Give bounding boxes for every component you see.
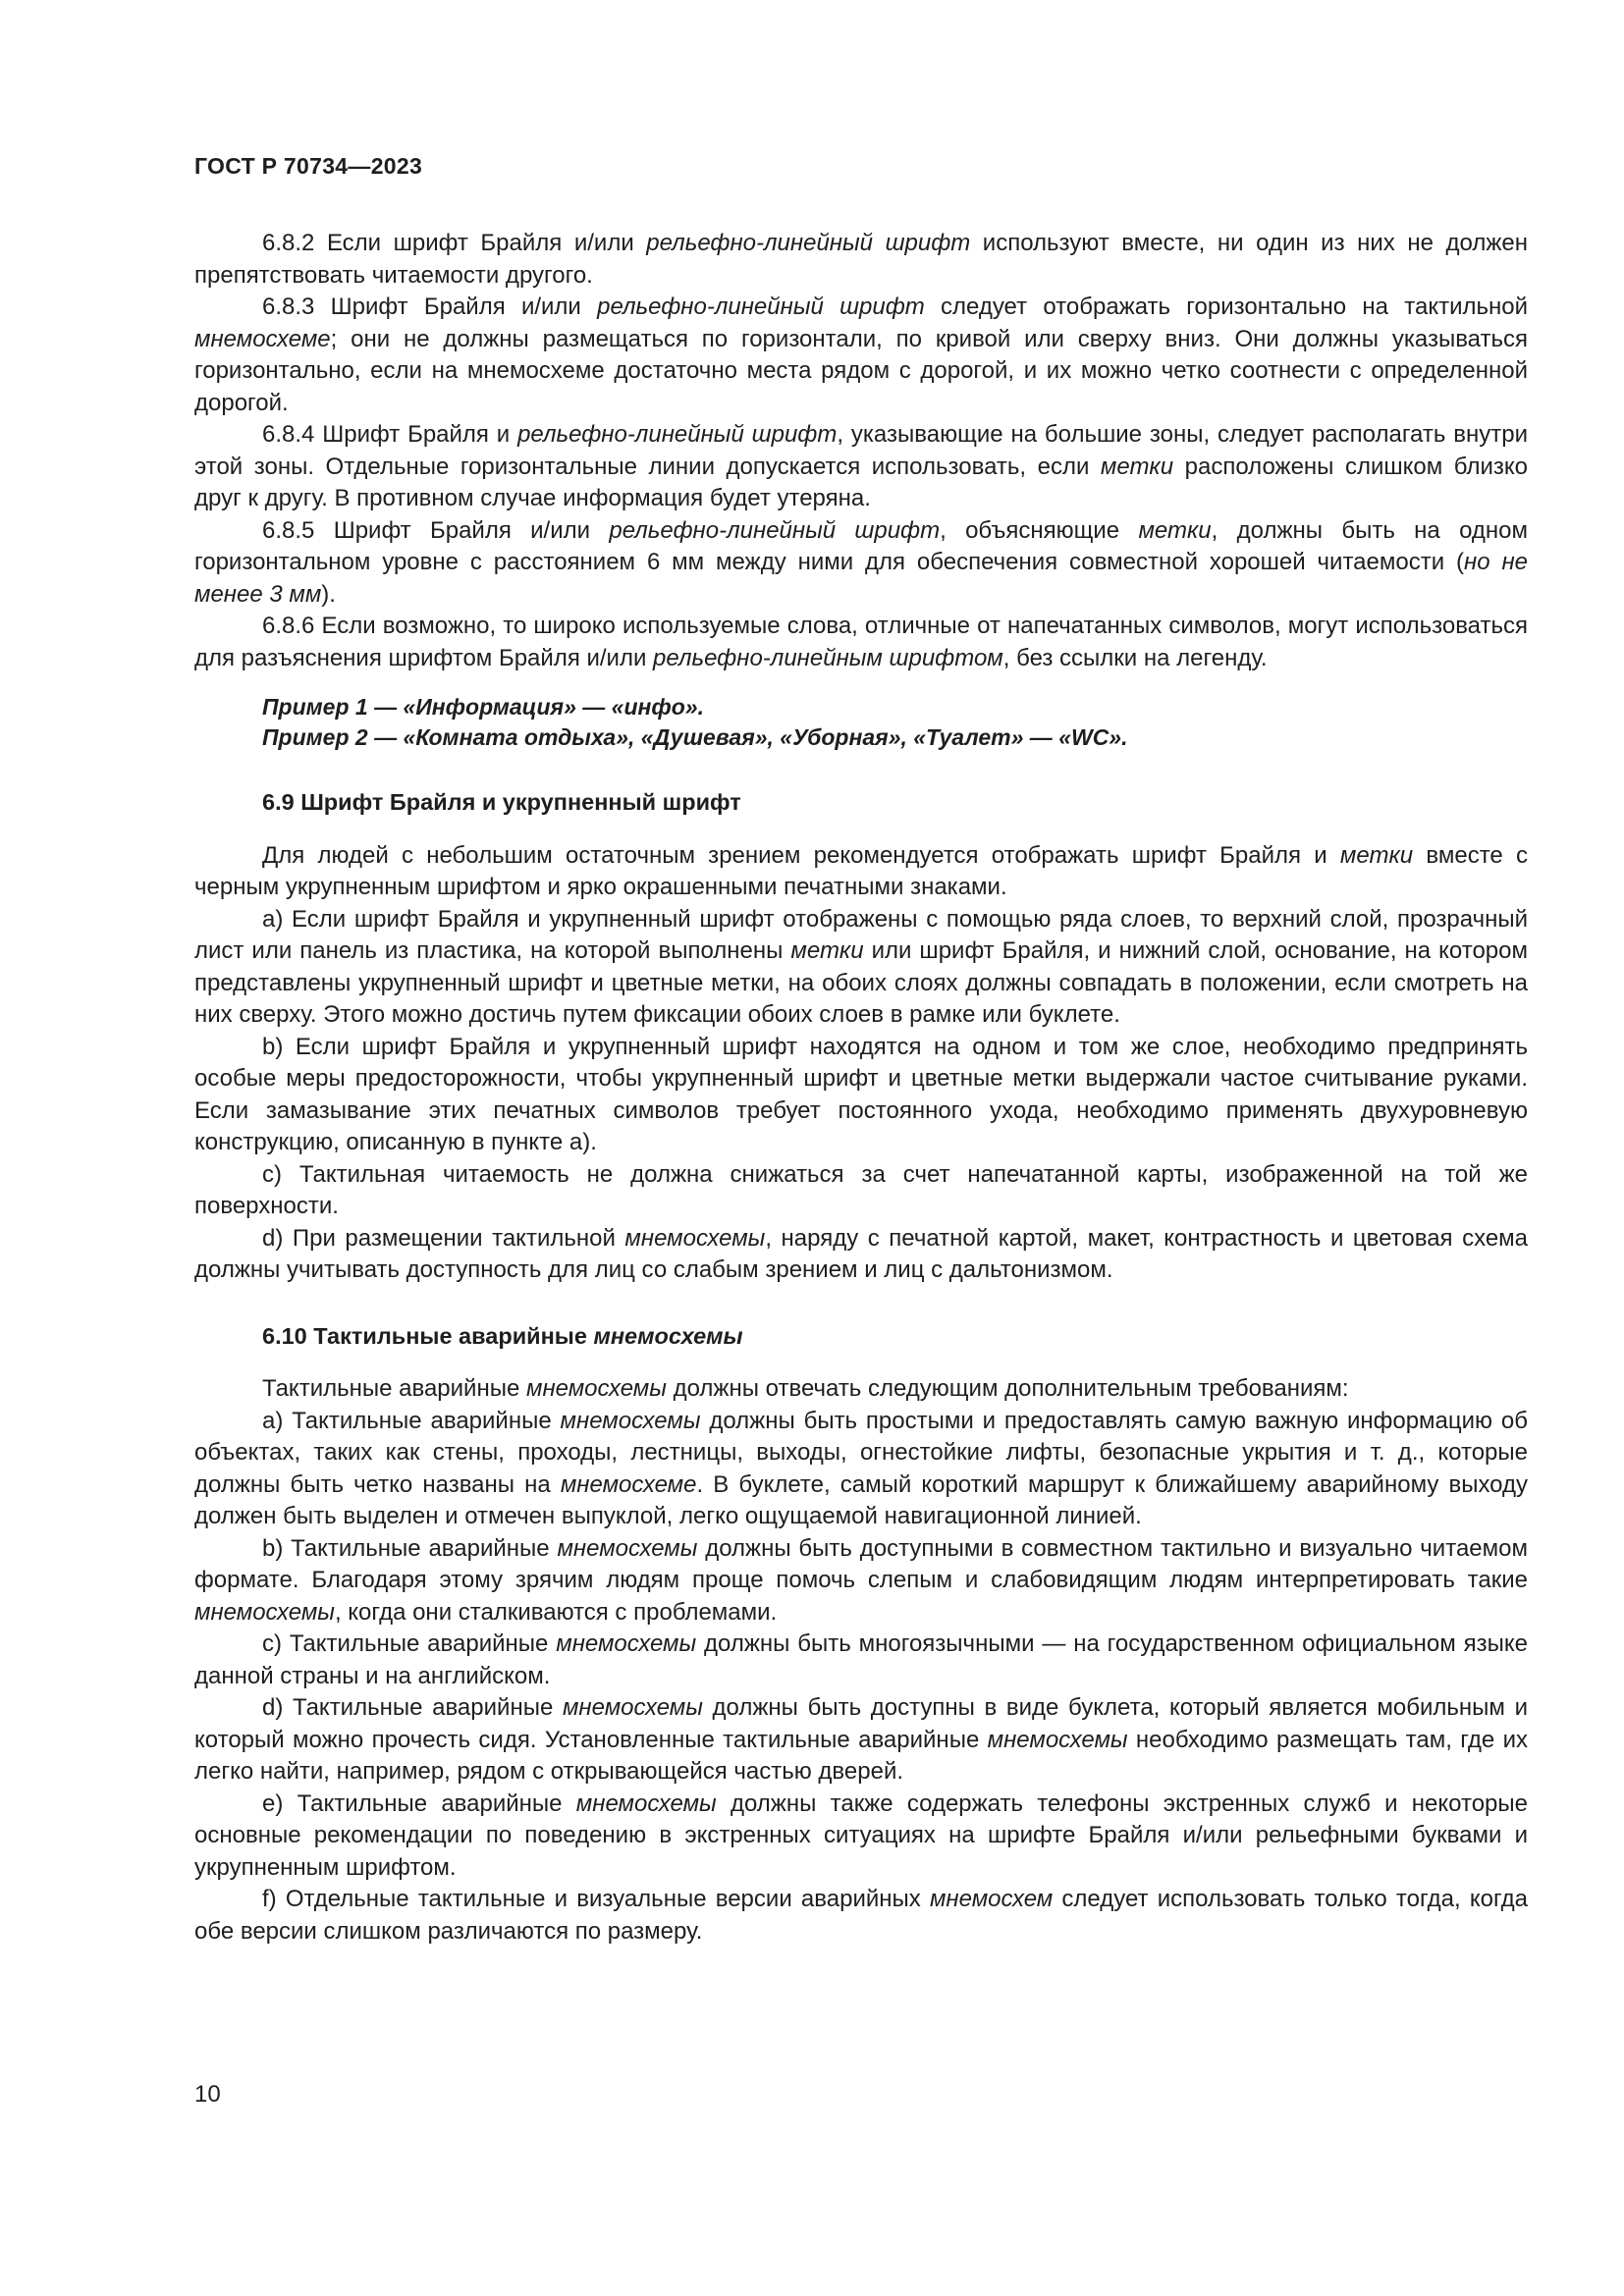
paragraph-6-10-c: c) Тактильные аварийные мнемосхемы должны быть многоязычными — на государственном официальном языке данной страны и на английском. xyxy=(194,1630,1529,1689)
paragraph-6-9-b: b) Если шрифт Брайля и укрупненный шрифт находятся на одном и том же слое, необходимо предпринять особые меры предосторожности, чтобы укрупненный шрифт и цветные метки выдержали частое считывание руками. Если замазывание этих печатных символов требует постоянного ухода, необходимо применять двухуровневую конструкцию, описанную в пункте а). xyxy=(194,1033,1528,1155)
paragraph-6-8-4: 6.8.4 Шрифт Брайля и рельефно-линейный шрифт, указывающие на большие зоны, следует располагать внутри этой зоны. Отдельные горизонтальные линии допускается использовать, если метки расположены слишком близко друг к другу. В противном случае информация будет утеряна. xyxy=(194,421,1528,511)
paragraph-6-9-c: c) Тактильная читаемость не должна снижаться за счет напечатанной карты, изображенной на той же поверхности. xyxy=(194,1160,1528,1219)
paragraph-6-10-intro: Тактильные аварийные мнемосхемы должны отвечать следующим дополнительным требованиям: xyxy=(262,1375,1349,1402)
document-body xyxy=(194,228,1528,1948)
paragraph-6-9-d: d) При размещении тактильной мнемосхемы, наряду с печатной картой, макет, контрастность и цветовая схема должны учитывать доступность для лиц со слабым зрением и лиц с дальтонизмом. xyxy=(194,1224,1529,1283)
section-heading-6-10: 6.10 Тактильные аварийные мнемосхемы xyxy=(262,1322,743,1349)
page-number: 10 xyxy=(194,2081,221,2108)
section-heading-6-9: 6.9 Шрифт Брайля и укрупненный шрифт xyxy=(262,789,741,815)
paragraph-6-8-5: 6.8.5 Шрифт Брайля и/или рельефно-линейный шрифт, объясняющие метки, должны быть на одном горизонтальном уровне с расстоянием 6 мм между ними для обеспечения совместной хорошей читаемости (но не менее 3 мм). xyxy=(194,516,1529,608)
paragraph-6-10-a: a) Тактильные аварийные мнемосхемы должны быть простыми и предоставлять самую важную информацию об объектах, таких как стены, проходы, лестницы, выходы, огнестойкие лифты, безопасные укрытия и т. д., которые должны быть четко названы на мнемосхеме. В буклете, самый короткий маршрут к ближайшему аварийному выходу должен быть выделен и отмечен выпуклой, легко ощущаемой навигационной линией. xyxy=(194,1407,1528,1529)
paragraph-6-8-3: 6.8.3 Шрифт Брайля и/или рельефно-линейный шрифт следует отображать горизонтально на тактильной мнемосхеме; они не должны размещаться по горизонтали, по кривой или сверху вниз. Они должны указываться горизонтально, если на мнемосхеме достаточно места рядом с дорогой, и их можно четко соотнести с определенной дорогой. xyxy=(194,294,1529,416)
example-2: Пример 2 — «Комната отдыха», «Душевая», «Уборная», «Туалет» — «WC». xyxy=(262,724,1128,750)
paragraph-6-9-intro: Для людей с небольшим остаточным зрением рекомендуется отображать шрифт Брайля и метки вместе с черным укрупненным шрифтом и ярко окрашенными печатными знаками. xyxy=(194,841,1528,900)
paragraph-6-8-6: 6.8.6 Если возможно, то широко используемые слова, отличные от напечатанных символов, могут использоваться для разъяснения шрифтом Брайля и/или рельефно-линейным шрифтом, без ссылки на легенду. xyxy=(194,613,1528,671)
paragraph-6-8-2: 6.8.2 Если шрифт Брайля и/или рельефно-линейный шрифт используют вместе, ни один из них не должен препятствовать читаемости другого. xyxy=(194,230,1528,289)
paragraph-6-10-e: e) Тактильные аварийные мнемосхемы должны также содержать телефоны экстренных служб и некоторые основные рекомендации по поведению в экстренных ситуациях на шрифте Брайля и/или рельефными буквами и укрупненным шрифтом. xyxy=(194,1789,1528,1881)
paragraph-6-10-d: d) Тактильные аварийные мнемосхемы должны быть доступны в виде буклета, который является мобильным и который можно прочесть сидя. Установленные тактильные аварийные мнемосхемы необходимо размещать там, где их легко найти, например, рядом с открывающейся частью дверей. xyxy=(194,1694,1529,1785)
paragraph-6-10-b: b) Тактильные аварийные мнемосхемы должны быть доступными в совместном тактильно и визуально читаемом формате. Благодаря этому зрячим людям проще помочь слепым и слабовидящим людям интерпретировать такие мнемосхемы, когда они сталкиваются с проблемами. xyxy=(194,1534,1528,1626)
document-header: ГОСТ Р 70734—2023 xyxy=(194,153,423,179)
example-1: Пример 1 — «Информация» — «инфо». xyxy=(262,694,704,720)
paragraph-6-9-a: a) Если шрифт Брайля и укрупненный шрифт отображены с помощью ряда слоев, то верхний слой, прозрачный лист или панель из пластика, на которой выполнены метки или шрифт Брайля, и нижний слой, основание, на котором представлены укрупненный шрифт и цветные метки, на обоих слоях должны совпадать в положении, если смотреть на них сверху. Этого можно достичь путем фиксации обоих слоев в рамке или буклете. xyxy=(194,905,1528,1028)
paragraph-6-10-f: f) Отдельные тактильные и визуальные версии аварийных мнемосхем следует использовать только тогда, когда обе версии слишком различаются по размеру. xyxy=(194,1886,1528,1945)
